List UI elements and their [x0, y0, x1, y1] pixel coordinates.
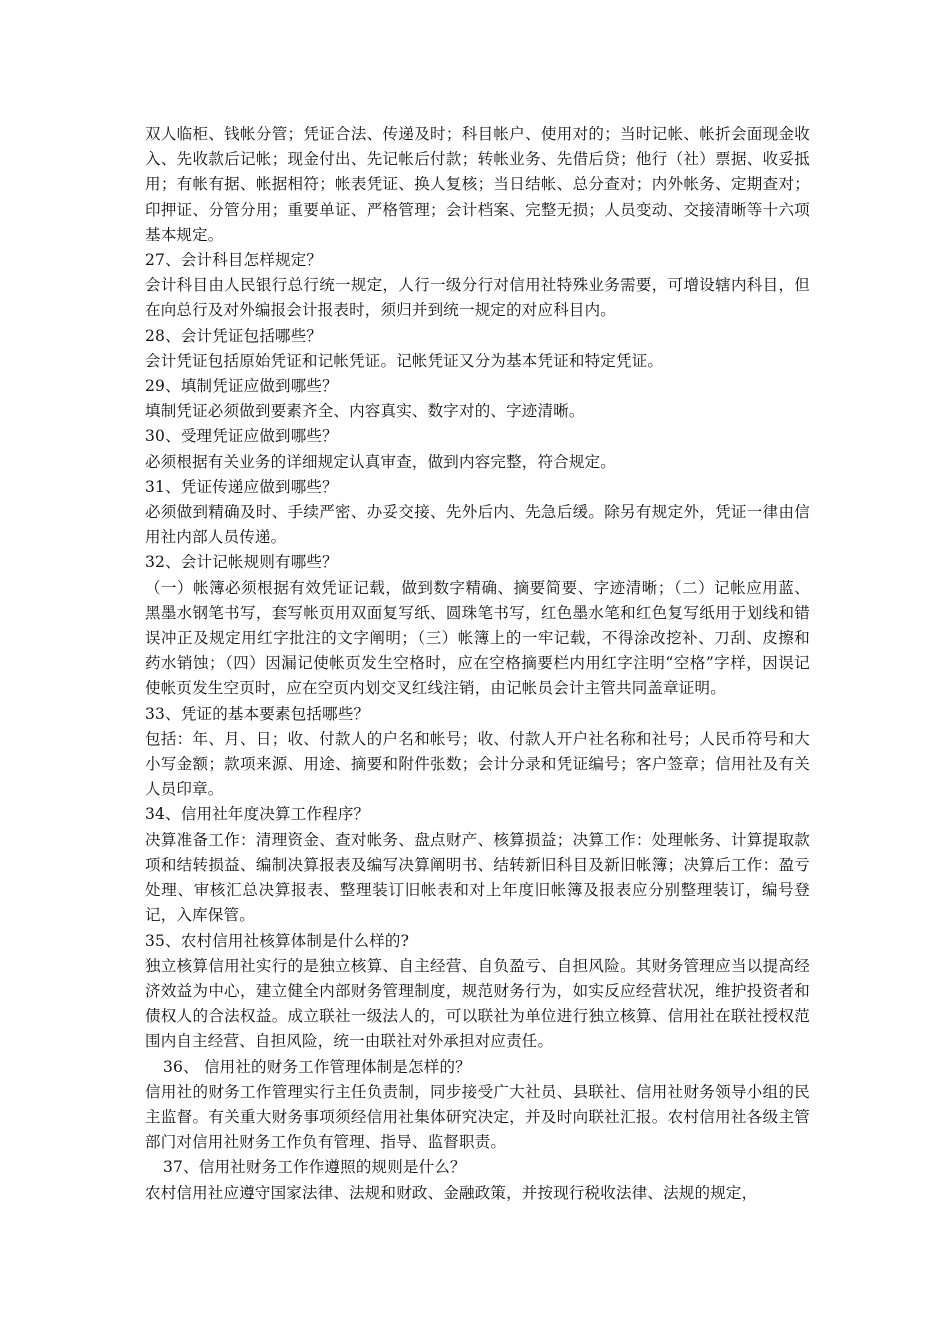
answer-paragraph: （一）帐簿必须根据有效凭证记载，做到数字精确、摘要简要、字迹清晰；（二）记帐应用蓝、黑墨水钢笔书写，套写帐页用双面复写纸、圆珠笔书写，红色墨水笔和红色复写纸用于划线和错误冲正及规定用红字批注的文字阐明；（三）帐簿上的一牢记载，不得涂改挖补、刀刮、皮擦和药水销蚀；（四）因漏记使帐页发生空格时，应在空格摘要栏内用红字注明“空格”字样，因误记使帐页发生空页时，应在空页内划交叉红线注销，由记帐员会计主管共同盖章证明。	[145, 578, 810, 698]
answer-paragraph: 会计凭证包括原始凭证和记帐凭证。记帐凭证又分为基本凭证和特定凭证。	[145, 351, 664, 370]
question-heading: 30、受理凭证应做到哪些？	[145, 427, 338, 446]
question-heading: 32、会计记帐规则有哪些？	[145, 553, 338, 572]
question-heading: 28、会计凭证包括哪些？	[145, 326, 323, 345]
question-heading: 33、凭证的基本要素包括哪些？	[145, 704, 370, 723]
answer-paragraph: 包括：年、月、日；收、付款人的户名和帐号；收、付款人开户社名称和社号；人民币符号和大小写金额；款项来源、用途、摘要和附件张数；会计分录和凭证编号；客户签章；信用社及有关人员印章。	[145, 729, 810, 799]
answer-paragraph: 决算准备工作：清理资金、查对帐务、盘点财产、核算损益；决算工作：处理帐务、计算提取款项和结转损益、编制决算报表及编写决算阐明书、结转新旧科目及新旧帐簿；决算后工作：盈亏处理、审核汇总决算报表、整理装订旧帐表和对上年度旧帐簿及报表应分别整理装订，编号登记，入库保管。	[145, 830, 810, 925]
answer-paragraph: 会计科目由人民银行总行统一规定，人行一级分行对信用社特殊业务需要，可增设辖内科目，但在向总行及对外编报会计报表时，须归并到统一规定的对应科目内。	[145, 276, 810, 320]
question-heading: 36、 信用社的财务工作管理体制是怎样的？	[163, 1057, 471, 1076]
answer-paragraph: 独立核算信用社实行的是独立核算、自主经营、自负盈亏、自担风险。其财务管理应当以提高经济效益为中心，建立健全内部财务管理制度，规范财务行为，如实反应经营状况，维护投资者和债权人的合法权益。成立联社一级法人的，可以联社为单位进行独立核算、信用社在联社授权范围内自主经营、自担风险，统一由联社对外承担对应责任。	[145, 956, 810, 1051]
answer-paragraph: 必须根据有关业务的详细规定认真审查，做到内容完整，符合规定。	[145, 452, 617, 471]
document-body	[145, 122, 810, 1206]
question-heading: 27、会计科目怎样规定？	[145, 251, 323, 270]
answer-paragraph: 填制凭证必须做到要素齐全、内容真实、数字对的、字迹清晰。	[145, 402, 585, 421]
question-heading: 35、农村信用社核算体制是什么样的?	[145, 931, 410, 950]
answer-paragraph: 信用社的财务工作管理实行主任负责制，同步接受广大社员、县联社、信用社财务领导小组的民主监督。有关重大财务事项须经信用社集体研究决定，并及时向联社汇报。农村信用社各级主管部门对信用社财务工作负有管理、指导、监督职责。	[145, 1082, 810, 1152]
answer-paragraph: 双人临柜、钱帐分管；凭证合法、传递及时；科目帐户、使用对的；当时记帐、帐折会面现金收入、先收款后记帐；现金付出、先记帐后付款；转帐业务、先借后贷；他行（社）票据、收妥抵用；有帐有据、帐据相符；帐表凭证、换人复核；当日结帐、总分查对；内外帐务、定期查对；印押证、分管分用；重要单证、严格管理；会计档案、完整无损；人员变动、交接清晰等十六项基本规定。	[145, 125, 810, 244]
question-heading: 37、信用社财务工作作遵照的规则是什么？	[163, 1158, 466, 1177]
question-heading: 34、信用社年度决算工作程序？	[145, 805, 370, 824]
question-heading: 29、填制凭证应做到哪些？	[145, 377, 338, 396]
answer-paragraph: 农村信用社应遵守国家法律、法规和财政、金融政策，并按现行税收法律、法规的规定，	[145, 1183, 758, 1202]
question-heading: 31、凭证传递应做到哪些？	[145, 477, 338, 496]
answer-paragraph: 必须做到精确及时、手续严密、办妥交接、先外后内、先急后缓。除另有规定外，凭证一律由信用社内部人员传递。	[145, 503, 810, 547]
